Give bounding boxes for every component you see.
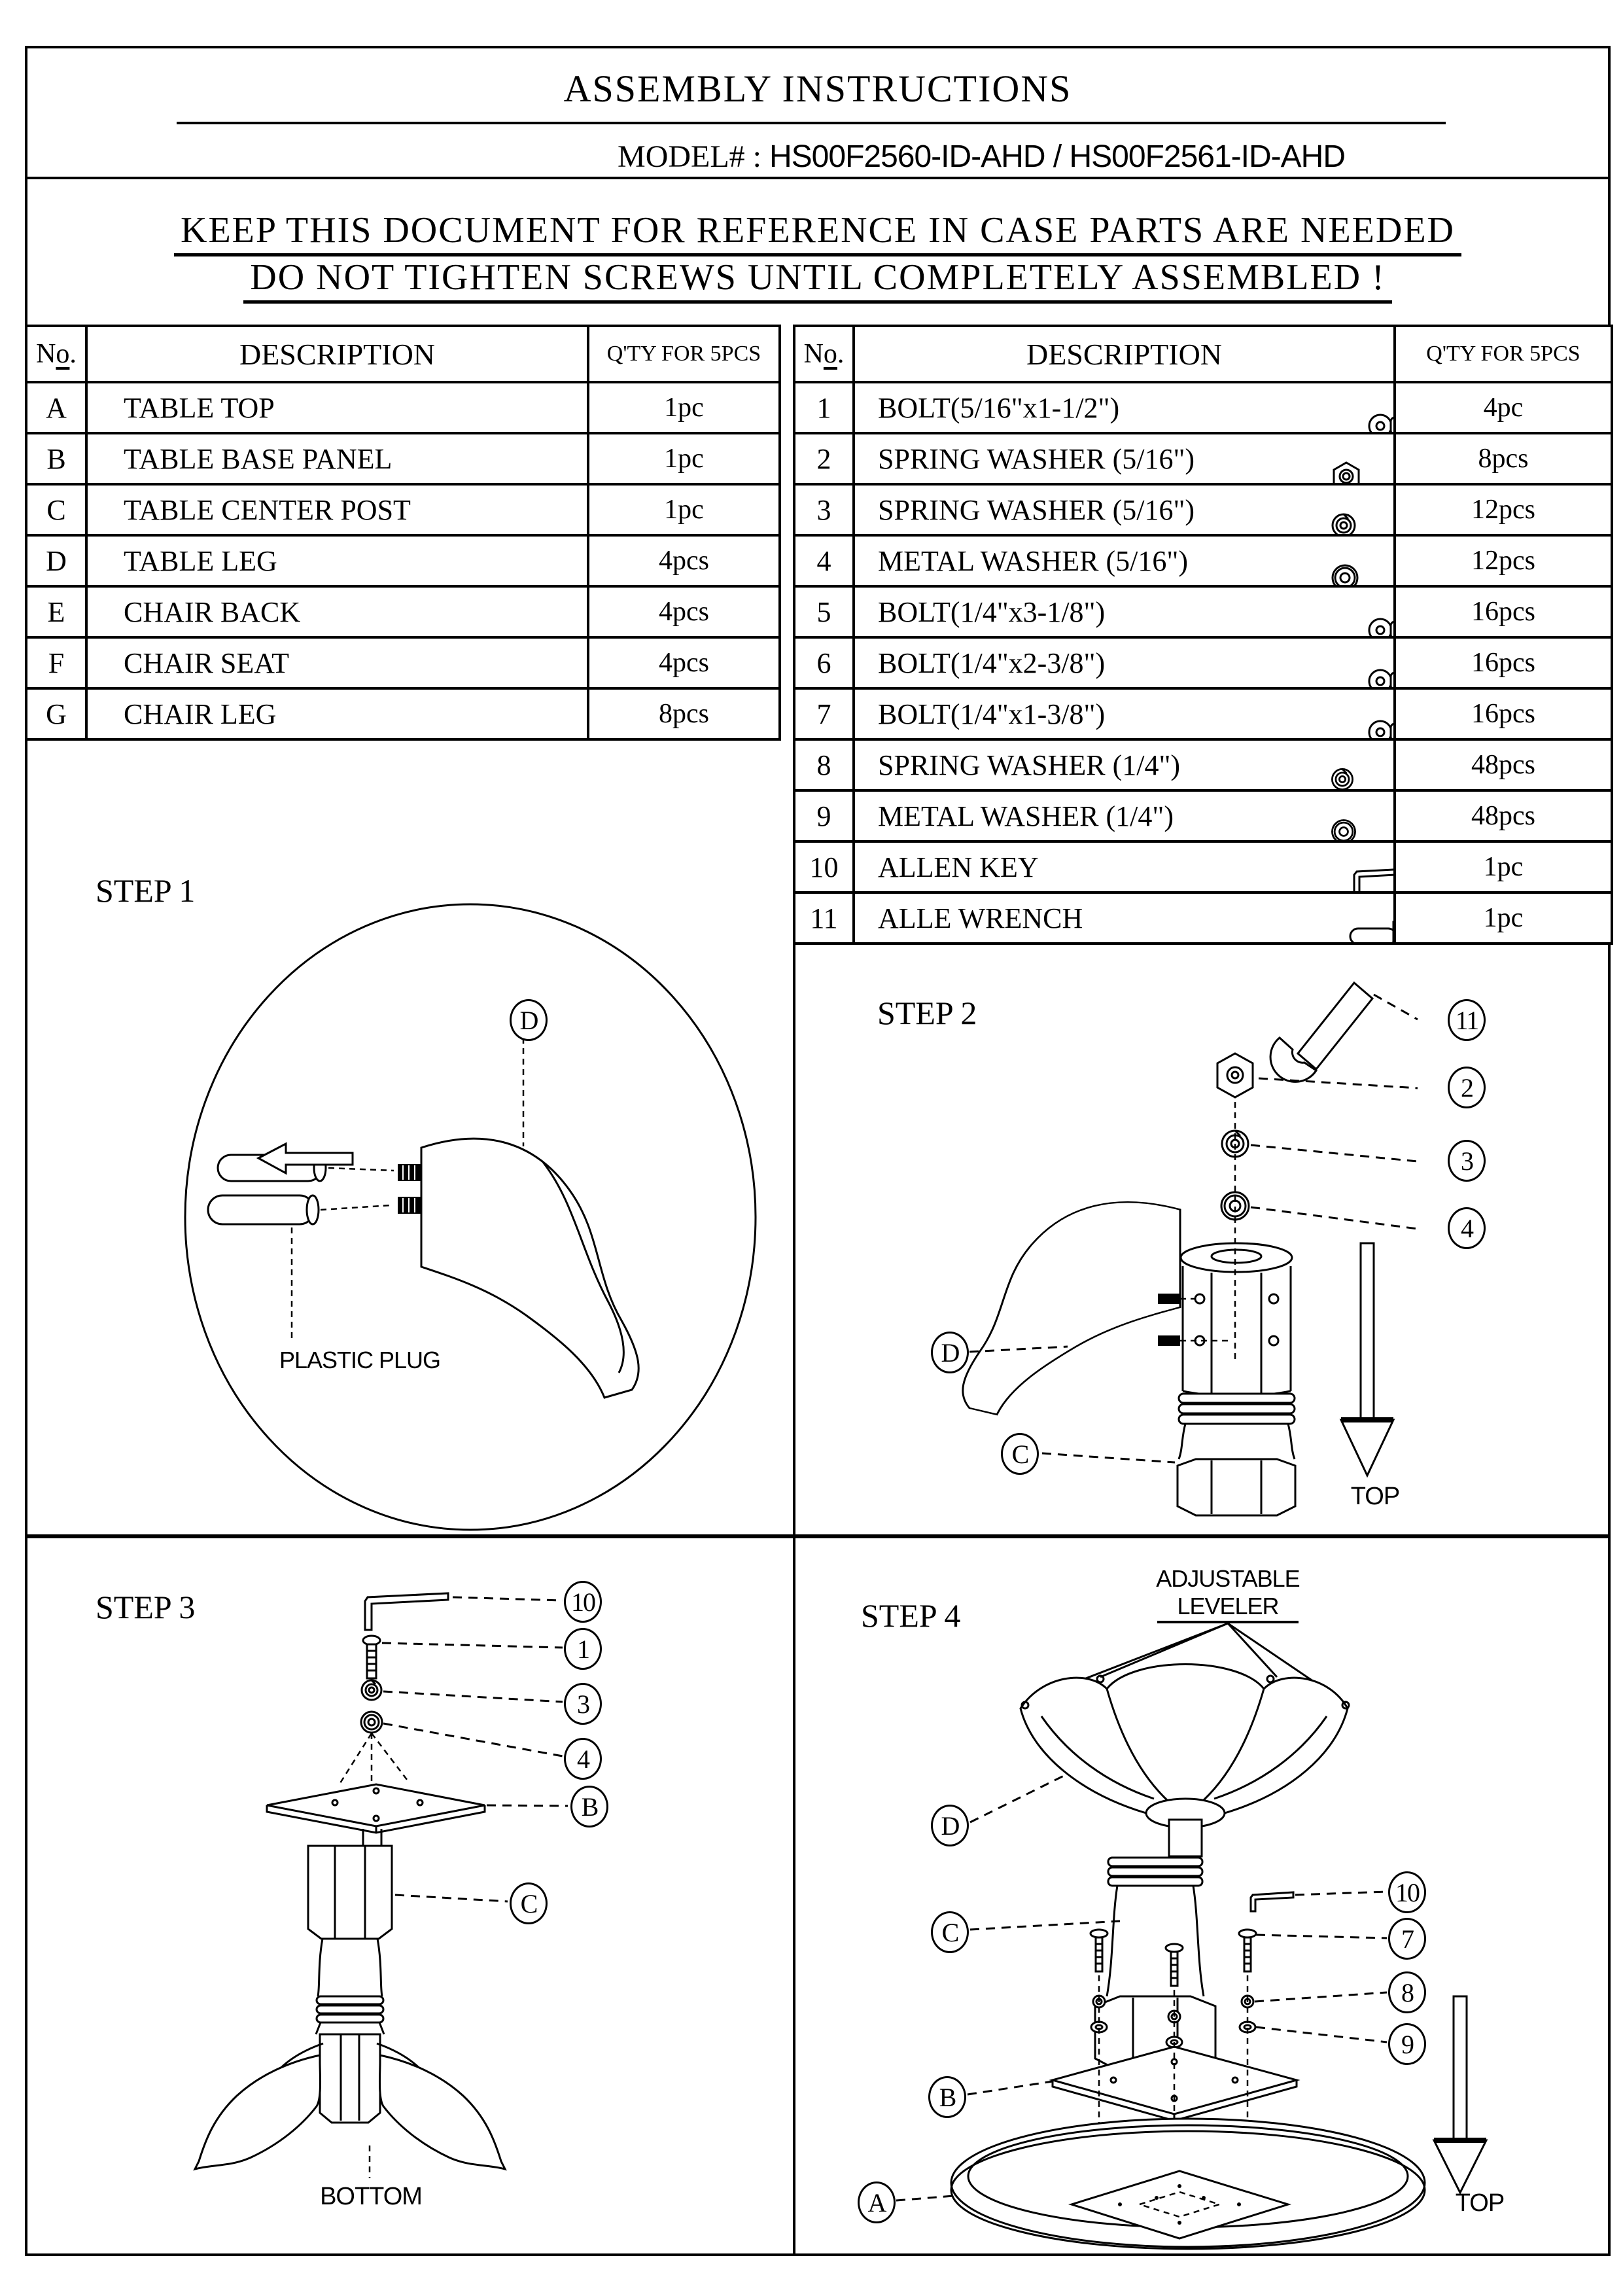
table-row: F CHAIR SEAT 4pcs [26,637,780,688]
part-label-d: D [931,1805,969,1846]
callout-4: 4 [564,1738,602,1780]
warning-line-2: DO NOT TIGHTEN SCREWS UNTIL COMPLETELY ASSEMBLED ! [27,256,1608,298]
table-row: 9 METAL WASHER (1/4") 48pcs [794,790,1612,841]
callout-10: 10 [564,1581,602,1623]
table-row: E CHAIR BACK 4pcs [26,586,780,637]
bolt-7-group [1091,1930,1256,1986]
adjustable-leveler-label: ADJUSTABLE LEVELER [1140,1565,1316,1620]
step3-label: STEP 3 [96,1589,196,1625]
step4-label: STEP 4 [861,1597,961,1634]
table-row: C TABLE CENTER POST 1pc [26,484,780,535]
callout-2: 2 [1448,1067,1486,1108]
table-row: 7 BOLT(1/4"x1-3/8") 16pcs [794,688,1612,739]
callout-7: 7 [1388,1918,1426,1960]
step2-diagram [793,942,1608,1534]
bottom-direction-label: BOTTOM [320,2183,422,2210]
part-label-c: C [1001,1433,1039,1475]
callout-8: 8 [1388,1971,1426,2013]
top-direction-label: TOP [1350,1483,1400,1510]
table-row: 4 METAL WASHER (5/16") 12pcs [794,535,1612,586]
title-underline [177,122,1446,124]
table-row: G CHAIR LEG 8pcs [26,688,780,739]
callout-10: 10 [1388,1871,1426,1913]
step3-diagram [27,1538,793,2255]
table-row: 5 BOLT(1/4"x3-1/8") 16pcs [794,586,1612,637]
table-row: 8 SPRING WASHER (1/4") 48pcs [794,739,1612,790]
model-number: HS00F2560-ID-AHD / HS00F2561-ID-AHD [769,139,1345,174]
part-label-d: D [931,1332,969,1373]
table-row: A TABLE TOP 1pc [26,382,780,433]
callout-3: 3 [1448,1140,1486,1182]
table-row: 6 BOLT(1/4"x2-3/8") 16pcs [794,637,1612,688]
warning-line-1: KEEP THIS DOCUMENT FOR REFERENCE IN CASE PARTS ARE NEEDED [27,209,1608,251]
col-header-description: DESCRIPTION [86,326,588,382]
part-label-a: A [858,2181,896,2223]
table-row: 3 SPRING WASHER (5/16") 12pcs [794,484,1612,535]
table-row: 2 SPRING WASHER (5/16") 8pcs [794,433,1612,484]
table-row: 10 ALLEN KEY 1pc [794,841,1612,892]
top-direction-label: TOP [1455,2189,1505,2217]
step2-label: STEP 2 [877,995,977,1031]
callout-11: 11 [1448,999,1486,1041]
part-label-c: C [510,1882,548,1924]
document-page [25,46,1611,2256]
plastic-plug-label: PLASTIC PLUG [279,1347,441,1373]
part-label-d: D [510,999,548,1041]
col-header-no: No. [26,326,86,382]
col-header-description: DESCRIPTION [854,326,1395,382]
callout-9: 9 [1388,2023,1426,2065]
step4-diagram [793,1538,1608,2255]
col-header-qty: Q'TY FOR 5PCS [588,326,780,382]
callout-1: 1 [564,1628,602,1670]
callout-3: 3 [564,1683,602,1725]
header-divider [25,177,1611,179]
table-row: D TABLE LEG 4pcs [26,535,780,586]
table-row: 1 BOLT(5/16"x1-1/2") 4pc [794,382,1612,433]
parts-table [25,325,781,741]
table-row: B TABLE BASE PANEL 1pc [26,433,780,484]
part-label-b: B [570,1786,608,1828]
callout-4: 4 [1448,1207,1486,1249]
model-label: MODEL# : [618,139,769,174]
table-header-row [26,326,780,382]
hardware-table [793,325,1613,945]
page-title: ASSEMBLY INSTRUCTIONS [563,67,1072,110]
step1-label: STEP 1 [96,872,196,909]
step1-diagram [27,735,793,1534]
table-row: 11 ALLE WRENCH 1pc [794,892,1612,944]
part-label-b: B [928,2076,966,2118]
part-label-c: C [931,1911,969,1953]
col-header-no: No. [794,326,854,382]
col-header-qty: Q'TY FOR 5PCS [1395,326,1612,382]
table-header-row [794,326,1612,382]
model-line [355,139,1608,175]
